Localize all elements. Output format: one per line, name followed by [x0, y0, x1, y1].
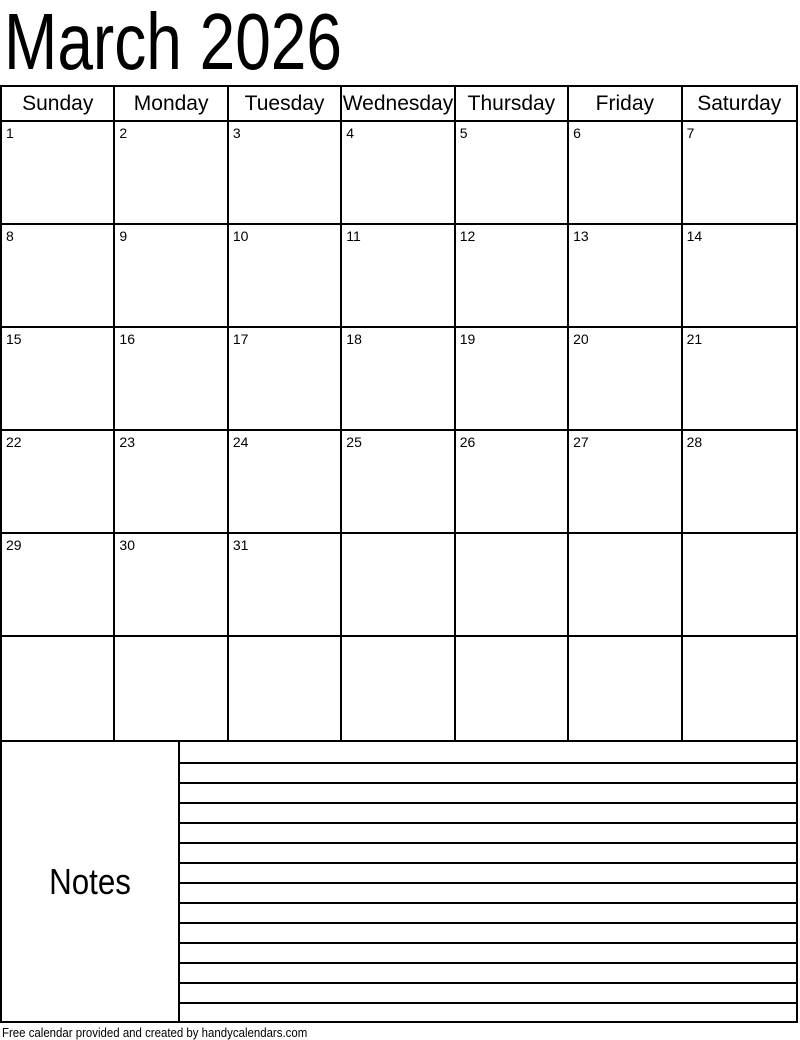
- day-number: 16: [119, 331, 135, 347]
- day-cell-28: [683, 431, 796, 534]
- day-number: 23: [119, 434, 135, 450]
- weekday-header-sunday: Sunday: [2, 87, 115, 122]
- day-cell-2: [115, 122, 228, 225]
- day-number: 31: [232, 537, 249, 553]
- notes-ruled-line: [180, 844, 796, 864]
- day-number: 30: [119, 537, 135, 553]
- day-cell-empty: [115, 637, 228, 740]
- notes-ruled-line: [180, 864, 796, 884]
- day-number: 8: [6, 228, 14, 244]
- day-cell-12: [456, 225, 569, 328]
- day-number: 3: [232, 125, 241, 141]
- day-number: 21: [686, 331, 703, 347]
- day-number: 9: [119, 228, 128, 244]
- day-number: 27: [573, 434, 589, 450]
- notes-ruled-line: [180, 924, 796, 944]
- day-cell-8: [2, 225, 115, 328]
- day-number: 26: [459, 434, 476, 450]
- day-cell-23: [115, 431, 228, 534]
- day-number: 22: [6, 434, 22, 450]
- day-number: 2: [119, 125, 128, 141]
- day-number: 20: [573, 331, 589, 347]
- notes-ruled-area: [180, 742, 796, 1021]
- day-number: 12: [459, 228, 476, 244]
- notes-ruled-line: [180, 784, 796, 804]
- day-cell-15: [2, 328, 115, 431]
- notes-ruled-line: [180, 904, 796, 924]
- day-cell-10: [229, 225, 342, 328]
- calendar-grid: [0, 85, 798, 742]
- day-cell-29: [2, 534, 115, 637]
- weekday-header-saturday: Saturday: [683, 87, 796, 122]
- day-number: 17: [232, 331, 249, 347]
- day-cell-31: [229, 534, 342, 637]
- notes-section: [0, 742, 798, 1023]
- day-number: 25: [346, 434, 362, 450]
- day-cell-3: [229, 122, 342, 225]
- day-cell-16: [115, 328, 228, 431]
- day-cell-20: [569, 328, 682, 431]
- day-cell-9: [115, 225, 228, 328]
- weekday-header-tuesday: Tuesday: [229, 87, 342, 122]
- day-number: 28: [686, 434, 703, 450]
- day-number: 19: [459, 331, 476, 347]
- day-number: 6: [573, 125, 581, 141]
- day-cell-empty: [456, 637, 569, 740]
- weekday-header-thursday: Thursday: [456, 87, 569, 122]
- day-cell-19: [456, 328, 569, 431]
- day-cell-empty: [342, 534, 455, 637]
- day-cell-5: [456, 122, 569, 225]
- notes-ruled-line: [180, 944, 796, 964]
- day-cell-18: [342, 328, 455, 431]
- day-number: 1: [6, 125, 14, 141]
- day-cell-empty: [569, 637, 682, 740]
- day-cell-empty: [229, 637, 342, 740]
- weekday-header-friday: Friday: [569, 87, 682, 122]
- day-number: 14: [686, 228, 703, 244]
- day-cell-25: [342, 431, 455, 534]
- weekday-header-wednesday: Wednesday: [342, 87, 455, 122]
- notes-ruled-line: [180, 984, 796, 1004]
- day-number: 5: [459, 125, 468, 141]
- day-number: 13: [573, 228, 589, 244]
- notes-ruled-line: [180, 742, 796, 764]
- day-cell-22: [2, 431, 115, 534]
- day-cell-empty: [2, 637, 115, 740]
- day-cell-30: [115, 534, 228, 637]
- day-cell-empty: [456, 534, 569, 637]
- day-cell-empty: [683, 637, 796, 740]
- day-cell-1: [2, 122, 115, 225]
- day-number: 18: [346, 331, 362, 347]
- day-cell-empty: [683, 534, 796, 637]
- day-cell-14: [683, 225, 796, 328]
- footer-credit: Free calendar provided and created by handycalendars.com: [2, 1025, 308, 1040]
- day-number: 24: [232, 434, 249, 450]
- day-number: 7: [686, 125, 695, 141]
- day-number: 15: [6, 331, 22, 347]
- notes-label: Notes: [49, 860, 131, 902]
- day-cell-6: [569, 122, 682, 225]
- notes-ruled-line: [180, 764, 796, 784]
- day-number: 29: [6, 537, 22, 553]
- day-cell-26: [456, 431, 569, 534]
- day-number: 11: [346, 228, 361, 244]
- day-cell-11: [342, 225, 455, 328]
- page-title: March 2026: [4, 0, 342, 86]
- day-cell-4: [342, 122, 455, 225]
- notes-ruled-line: [180, 804, 796, 824]
- notes-ruled-line: [180, 884, 796, 904]
- notes-box: [2, 742, 180, 1021]
- day-number: 10: [232, 228, 249, 244]
- day-cell-empty: [569, 534, 682, 637]
- day-cell-empty: [342, 637, 455, 740]
- day-cell-27: [569, 431, 682, 534]
- day-cell-17: [229, 328, 342, 431]
- day-number: 4: [346, 125, 355, 141]
- day-cell-24: [229, 431, 342, 534]
- day-cell-21: [683, 328, 796, 431]
- day-cell-7: [683, 122, 796, 225]
- notes-ruled-line: [180, 964, 796, 984]
- weekday-header-monday: Monday: [115, 87, 228, 122]
- notes-ruled-line: [180, 824, 796, 844]
- day-cell-13: [569, 225, 682, 328]
